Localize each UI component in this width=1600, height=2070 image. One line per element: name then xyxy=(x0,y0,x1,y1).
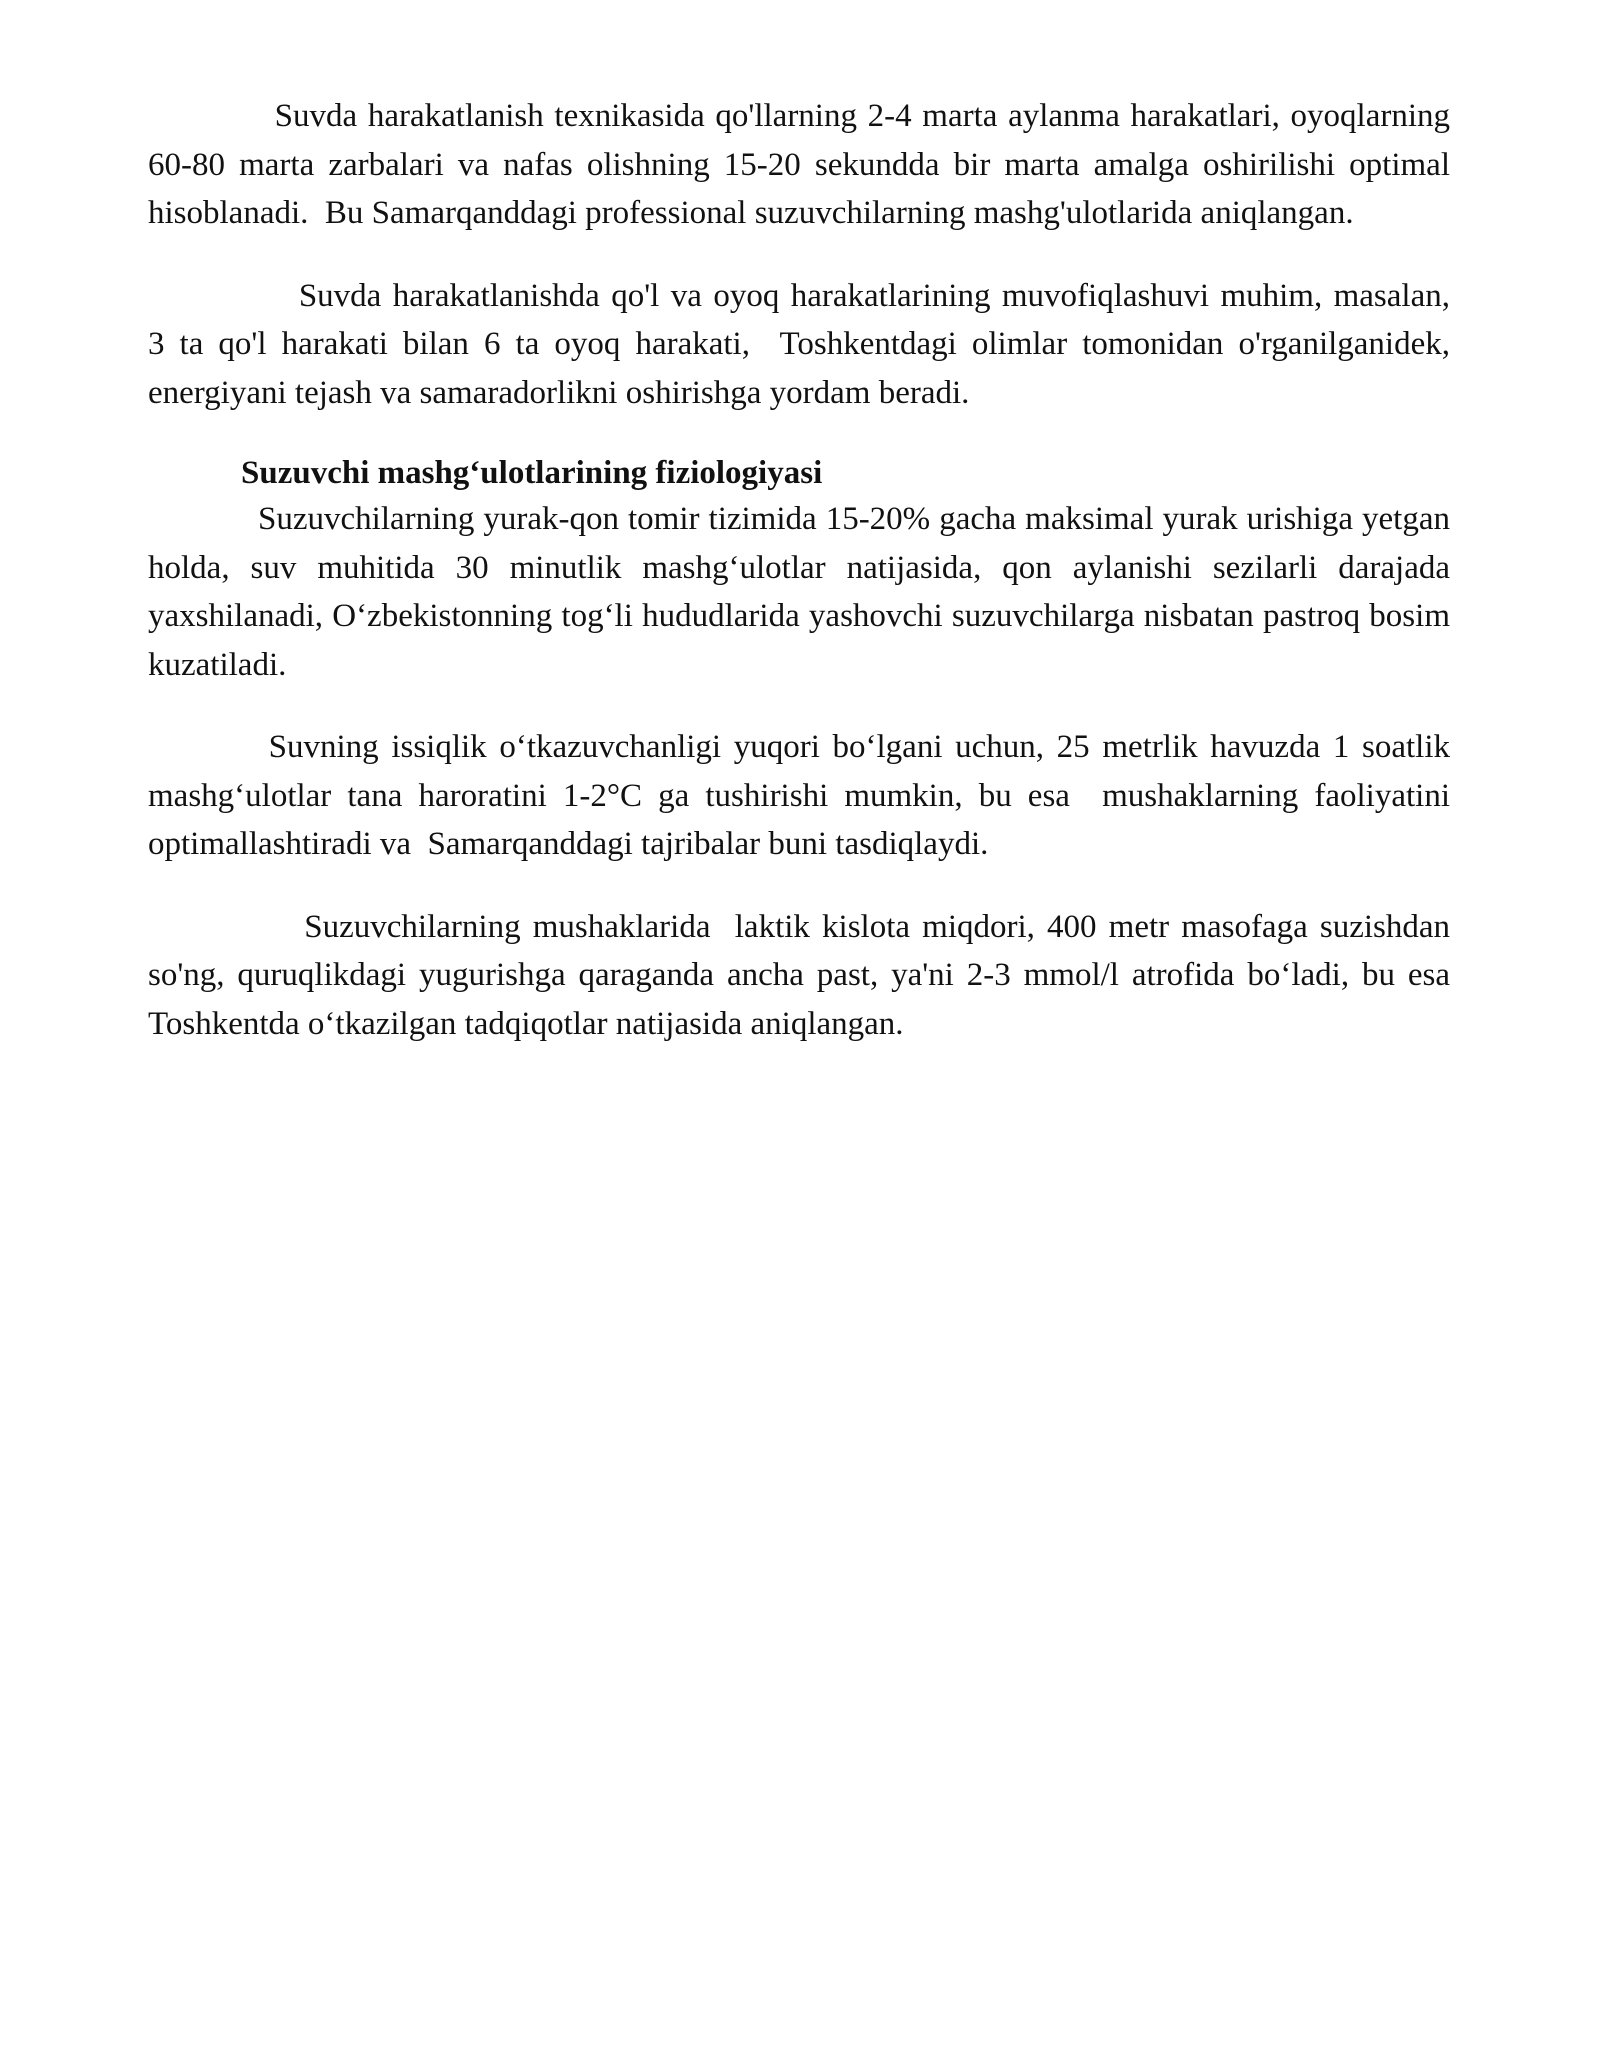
section-heading: Suzuvchi mashg‘ulotlarining fiziologiyasi xyxy=(241,455,823,491)
paragraph-lactic-acid: Suzuvchilarning mushaklarida laktik kislota miqdori, 400 metr masofaga suzishdan so'ng, quruqlikdagi yugurishga qaraganda ancha past, ya'ni 2-3 mmol/l atrofida bo‘ladi, bu esa Toshkentda o‘tkazilgan tadqiqotlar natijasida aniqlangan. xyxy=(148,908,1459,1042)
document-body xyxy=(148,92,1467,1082)
paragraph-swimming-technique: Suvda harakatlanish texnikasida qo'llarning 2-4 marta aylanma harakatlari, oyoqlarning 60-80 marta zarbalari va nafas olishning 15-20 sekundda bir marta amalga oshirilishi optimal hisoblanadi. Bu Samarqanddagi professional suzuvchilarning mashg'ulotlarida aniqlangan. xyxy=(148,98,1459,231)
paragraph-coordination: Suvda harakatlanishda qo'l va oyoq harakatlarining muvofiqlashuvi muhim, masalan, 3 ta qo'l harakati bilan 6 ta oyoq harakati, Toshkentdagi olimlar tomonidan o'rganilganidek, energiyani tejash va samaradorlikni oshirishga yordam beradi. xyxy=(148,277,1467,411)
paragraph-thermal-conductivity: Suvning issiqlik o‘tkazuvchanligi yuqori bo‘lgani uchun, 25 metrlik havuzda 1 soatlik mashg‘ulotlar tana haroratini 1-2°C ga tushirishi mumkin, bu esa mushaklarning faoliyatini optimallashtiradi va Samarqanddagi tajribalar buni tasdiqlaydi. xyxy=(148,729,1459,862)
paragraph-cardiovascular: Suzuvchilarning yurak-qon tomir tizimida 15-20% gacha maksimal yurak urishiga yetgan holda, suv muhitida 30 minutlik mashg‘ulotlar natijasida, qon aylanishi sezilarli darajada yaxshilanadi, O‘zbekistonning tog‘li hududlarida yashovchi suzuvchilarga nisbatan pastroq bosim kuzatiladi. xyxy=(148,501,1459,683)
